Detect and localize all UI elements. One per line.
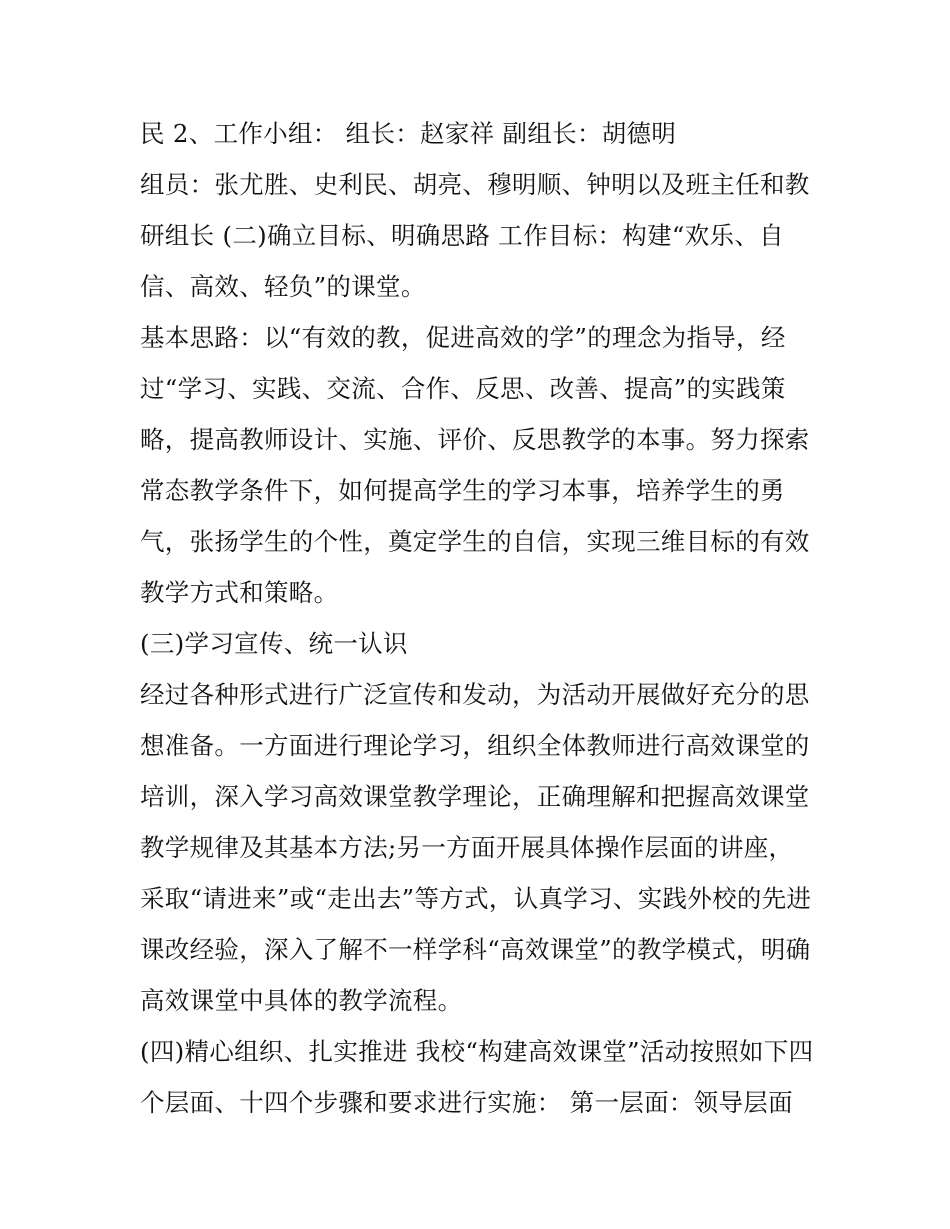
text-line: 组员：张尤胜、史利民、胡亮、穆明顺、钟明以及班主任和教 <box>140 170 810 199</box>
text-line: 个层面、十四个步骤和要求进行实施： 第一层面：领导层面 <box>140 1088 793 1117</box>
text-line: 经过各种形式进行广泛宣传和发动，为活动开展做好充分的思 <box>140 680 810 709</box>
text-line: 培训，深入学习高效课堂教学理论，正确理解和把握高效课堂 <box>140 782 810 811</box>
section-heading: (四)精心组织、扎实推进 我校“构建高效课堂”活动按照如下四 <box>140 1037 814 1066</box>
text-line: 想准备。一方面进行理论学习，组织全体教师进行高效课堂的 <box>140 731 810 760</box>
text-line: 信、高效、轻负”的课堂。 <box>140 272 426 301</box>
text-line: 气，张扬学生的个性，奠定学生的自信，实现三维目标的有效 <box>140 527 810 556</box>
text-line: 略，提高教师设计、实施、评价、反思教学的本事。努力探索 <box>140 425 810 454</box>
text-line: 课改经验，深入了解不一样学科“高效课堂”的教学模式，明确 <box>140 935 811 964</box>
text-line: 教学规律及其基本方法;另一方面开展具体操作层面的讲座， <box>140 833 794 862</box>
text-line: 教学方式和策略。 <box>140 578 339 607</box>
text-line: 民 2、工作小组： 组长：赵家祥 副组长：胡德明 <box>140 119 677 148</box>
document-body <box>140 108 816 1128</box>
text-line: 高效课堂中具体的教学流程。 <box>140 986 463 1015</box>
text-line: 研组长 (二)确立目标、明确思路 工作目标：构建“欢乐、自 <box>140 221 784 250</box>
text-line: 基本思路：以“有效的教，促进高效的学”的理念为指导，经 <box>140 323 786 352</box>
section-heading: (三)学习宣传、统一认识 <box>140 629 408 658</box>
text-line: 常态教学条件下，如何提高学生的学习本事，培养学生的勇 <box>140 476 785 505</box>
text-line: 过“学习、实践、交流、合作、反思、改善、提高”的实践策 <box>140 374 786 403</box>
text-line: 采取“请进来”或“走出去”等方式，认真学习、实践外校的先进 <box>140 884 812 913</box>
